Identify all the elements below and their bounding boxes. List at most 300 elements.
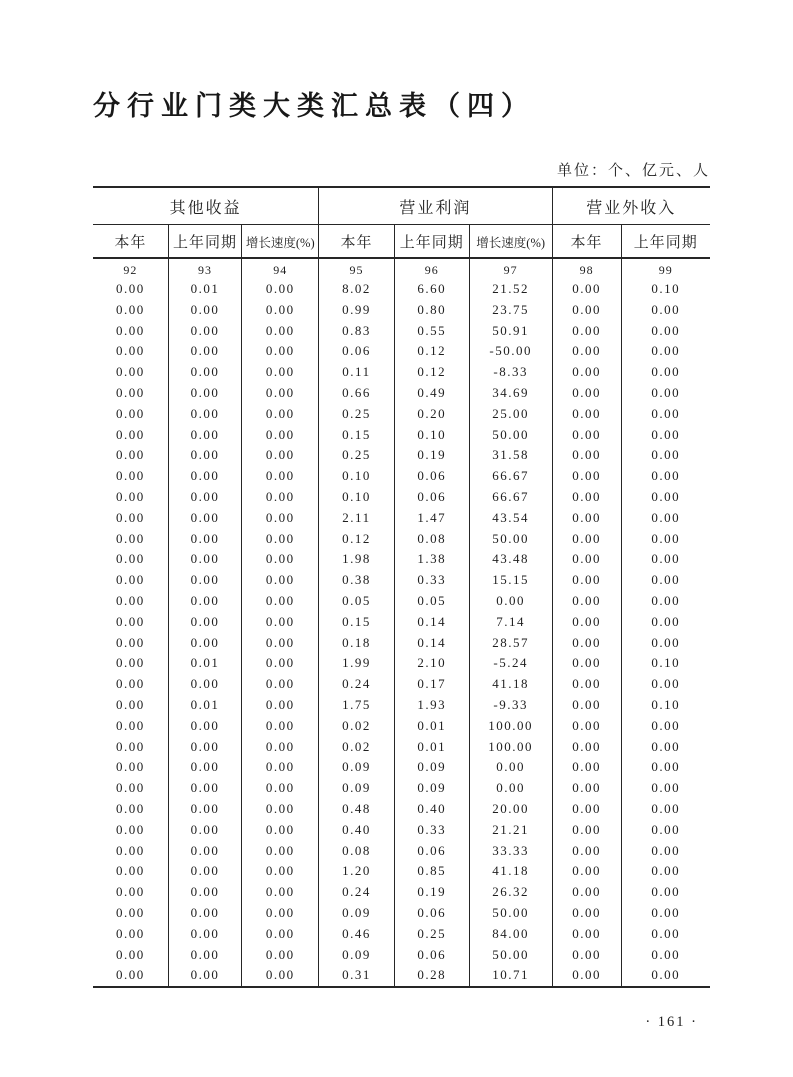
table-cell: 26.32	[469, 882, 552, 903]
table-cell: 0.00	[242, 404, 319, 425]
table-cell: 0.00	[242, 445, 319, 466]
table-cell: 0.00	[168, 841, 241, 862]
column-number-95: 95	[319, 258, 394, 279]
table-row	[93, 549, 710, 570]
table-cell: 0.00	[552, 612, 621, 633]
table-cell: 66.67	[469, 487, 552, 508]
table-cell: 20.00	[469, 799, 552, 820]
table-cell: 31.58	[469, 445, 552, 466]
table-cell: 0.00	[552, 653, 621, 674]
table-cell: 0.00	[651, 634, 681, 650]
table-cell: 0.00	[651, 863, 681, 879]
table-cell: 0.00	[168, 383, 241, 404]
table-cell: 0.00	[552, 799, 621, 820]
table-cell: 0.00	[552, 549, 621, 570]
table-cell: 0.19	[394, 882, 469, 903]
table-row	[93, 341, 710, 362]
table-row	[93, 300, 710, 321]
table-cell: 0.00	[651, 447, 681, 463]
table-cell: 0.40	[394, 799, 469, 820]
table-cell: 0.02	[319, 737, 394, 758]
column-header-2: 增长速度(%)	[242, 225, 319, 259]
table-cell: 0.01	[168, 653, 241, 674]
table-cell: 0.48	[319, 799, 394, 820]
table-cell: 0.09	[319, 945, 394, 966]
table-body	[93, 258, 710, 987]
table-cell: 0.00	[651, 884, 681, 900]
table-cell: 0.00	[168, 882, 241, 903]
column-header-3: 本年	[319, 225, 394, 259]
table-cell: 0.00	[552, 341, 621, 362]
table-cell: 0.00	[168, 633, 241, 654]
table-cell: 0.18	[319, 633, 394, 654]
table-cell: 0.00	[552, 362, 621, 383]
table-cell: 0.06	[394, 841, 469, 862]
table-cell: 0.00	[651, 676, 681, 692]
table-cell: 0.10	[319, 466, 394, 487]
table-cell: 0.00	[552, 383, 621, 404]
table-cell: 10.71	[469, 965, 552, 987]
table-cell: 0.00	[93, 737, 168, 758]
table-cell: 0.00	[552, 466, 621, 487]
table-cell: 0.00	[552, 570, 621, 591]
table-cell: 0.00	[93, 924, 168, 945]
table-row	[93, 737, 710, 758]
table-cell: 0.12	[394, 341, 469, 362]
table-cell: 0.00	[93, 341, 168, 362]
table-cell: 0.00	[552, 591, 621, 612]
table-cell: 0.00	[552, 321, 621, 342]
table-cell: 0.00	[242, 362, 319, 383]
table-cell: 28.57	[469, 633, 552, 654]
table-cell: 0.00	[242, 321, 319, 342]
column-number-93: 93	[168, 258, 241, 279]
column-header-6: 本年	[552, 225, 621, 259]
table-cell: 0.00	[93, 591, 168, 612]
table-cell: 0.00	[93, 321, 168, 342]
table-cell: 0.00	[651, 343, 681, 359]
table-cell: 1.93	[394, 695, 469, 716]
column-header-1: 上年同期	[168, 225, 241, 259]
table-cell: 0.09	[319, 778, 394, 799]
table-cell: 0.28	[394, 965, 469, 987]
table-cell: 0.00	[168, 466, 241, 487]
table-cell: 0.00	[552, 404, 621, 425]
table-cell: 0.01	[394, 716, 469, 737]
table-cell: 0.00	[168, 591, 241, 612]
table-cell: 0.49	[394, 383, 469, 404]
table-cell: 0.00	[168, 425, 241, 446]
table-cell: 0.00	[168, 612, 241, 633]
table-row	[93, 945, 710, 966]
table-cell: 0.00	[93, 508, 168, 529]
table-cell: 0.01	[394, 737, 469, 758]
table-cell: 0.00	[651, 301, 681, 317]
table-row	[93, 882, 710, 903]
table-cell: 0.00	[168, 487, 241, 508]
table-cell: 0.00	[552, 737, 621, 758]
table-cell: 0.00	[651, 738, 681, 754]
table-cell: 0.00	[93, 383, 168, 404]
table-row	[93, 757, 710, 778]
table-cell: 100.00	[469, 737, 552, 758]
table-cell: 0.00	[469, 757, 552, 778]
table-cell: 0.00	[93, 965, 168, 987]
table-cell: 0.09	[394, 757, 469, 778]
unit-note: 单位：个、亿元、人	[556, 163, 710, 179]
table-cell: 0.00	[651, 509, 681, 525]
table-cell: 0.06	[394, 945, 469, 966]
table-cell: 0.00	[651, 759, 681, 775]
column-header-0: 本年	[93, 225, 168, 259]
table-cell: 0.00	[168, 341, 241, 362]
table-cell: 0.10	[394, 425, 469, 446]
table-cell: 0.00	[552, 300, 621, 321]
table-cell: 0.09	[394, 778, 469, 799]
table-cell: 0.00	[168, 549, 241, 570]
table-cell: 43.54	[469, 508, 552, 529]
table-cell: 0.25	[394, 924, 469, 945]
table-cell: 0.00	[93, 612, 168, 633]
table-cell: 0.00	[552, 841, 621, 862]
table-cell: 0.00	[93, 841, 168, 862]
industry-summary-table	[93, 186, 710, 988]
page-content	[93, 0, 710, 988]
table-row	[93, 487, 710, 508]
table-cell: -50.00	[469, 341, 552, 362]
table-cell: 0.00	[168, 737, 241, 758]
table-cell: 0.46	[319, 924, 394, 945]
column-number-92: 92	[93, 258, 168, 279]
table-cell: 0.00	[93, 425, 168, 446]
table-cell: 50.00	[469, 425, 552, 446]
table-cell: 0.00	[552, 529, 621, 550]
table-cell: 50.00	[469, 945, 552, 966]
table-cell: 0.00	[552, 445, 621, 466]
table-cell: 0.09	[319, 757, 394, 778]
table-cell: 0.00	[651, 717, 681, 733]
table-cell: 0.00	[552, 425, 621, 446]
table-cell: 1.20	[319, 861, 394, 882]
table-cell: 0.10	[651, 655, 681, 671]
table-cell: 0.00	[93, 861, 168, 882]
table-cell: 0.00	[469, 591, 552, 612]
table-cell: 0.00	[552, 903, 621, 924]
table-cell: 0.00	[552, 487, 621, 508]
table-row	[93, 529, 710, 550]
table-cell: 0.00	[651, 364, 681, 380]
table-row	[93, 591, 710, 612]
table-cell: 0.00	[242, 945, 319, 966]
table-cell: -5.24	[469, 653, 552, 674]
table-cell: 0.00	[93, 300, 168, 321]
table-cell: 0.17	[394, 674, 469, 695]
table-row	[93, 425, 710, 446]
table-cell: 0.00	[552, 778, 621, 799]
table-cell: 0.06	[394, 466, 469, 487]
column-number-94: 94	[242, 258, 319, 279]
table-cell: 0.00	[93, 570, 168, 591]
table-cell: 0.10	[651, 281, 681, 296]
table-cell: 41.18	[469, 861, 552, 882]
table-cell: 0.00	[242, 695, 319, 716]
table-cell: 0.00	[93, 466, 168, 487]
table-cell: 0.06	[319, 341, 394, 362]
table-cell: 0.40	[319, 820, 394, 841]
table-row	[93, 404, 710, 425]
table-cell: 0.00	[242, 383, 319, 404]
table-cell: 0.00	[469, 778, 552, 799]
table-cell: 0.00	[93, 445, 168, 466]
table-cell: 0.00	[93, 778, 168, 799]
table-cell: 0.00	[93, 799, 168, 820]
column-header-4: 上年同期	[394, 225, 469, 259]
table-row	[93, 612, 710, 633]
table-cell: 0.00	[242, 300, 319, 321]
table-cell: 0.00	[242, 861, 319, 882]
table-cell: 0.08	[319, 841, 394, 862]
table-row	[93, 841, 710, 862]
table-cell: 0.00	[93, 903, 168, 924]
table-cell: 0.83	[319, 321, 394, 342]
column-number-96: 96	[394, 258, 469, 279]
table-cell: 0.00	[651, 967, 681, 983]
table-row	[93, 653, 710, 674]
table-cell: 0.00	[93, 633, 168, 654]
table-cell: 0.00	[168, 570, 241, 591]
table-cell: 0.00	[168, 529, 241, 550]
table-cell: 0.85	[394, 861, 469, 882]
table-cell: 0.00	[93, 695, 168, 716]
table-cell: 0.31	[319, 965, 394, 987]
column-number-97: 97	[469, 258, 552, 279]
table-cell: 15.15	[469, 570, 552, 591]
table-cell: 0.38	[319, 570, 394, 591]
table-cell: 0.14	[394, 633, 469, 654]
table-cell: 0.00	[168, 903, 241, 924]
table-cell: 41.18	[469, 674, 552, 695]
table-cell: 0.08	[394, 529, 469, 550]
table-cell: 0.00	[651, 322, 681, 338]
table-cell: 2.11	[319, 508, 394, 529]
group-header-1: 营业利润	[319, 187, 552, 225]
table-cell: 0.00	[242, 965, 319, 987]
page-number: · 161 ·	[645, 1014, 698, 1030]
table-cell: 50.91	[469, 321, 552, 342]
table-cell: 0.00	[242, 279, 319, 300]
table-cell: 0.00	[93, 945, 168, 966]
table-cell: 0.00	[651, 488, 681, 504]
table-cell: -8.33	[469, 362, 552, 383]
table-cell: 0.00	[651, 821, 681, 837]
table-cell: 0.15	[319, 425, 394, 446]
table-cell: 0.00	[93, 279, 168, 300]
table-cell: 0.00	[552, 757, 621, 778]
table-cell: 0.00	[93, 549, 168, 570]
table-cell: 0.00	[93, 362, 168, 383]
group-header-row	[93, 187, 710, 225]
table-cell: 0.00	[242, 487, 319, 508]
table-cell: 0.00	[168, 321, 241, 342]
table-cell: 0.00	[651, 613, 681, 629]
table-row	[93, 362, 710, 383]
table-cell: 0.00	[93, 716, 168, 737]
table-cell: 0.00	[242, 508, 319, 529]
table-cell: 0.00	[93, 529, 168, 550]
table-cell: 0.10	[651, 696, 681, 712]
table-cell: 0.00	[93, 487, 168, 508]
table-cell: 0.00	[552, 279, 621, 300]
table-cell: 0.00	[552, 633, 621, 654]
table-cell: 0.00	[242, 612, 319, 633]
table-cell: 0.00	[168, 674, 241, 695]
table-cell: 0.00	[242, 466, 319, 487]
table-cell: 1.99	[319, 653, 394, 674]
table-cell: 1.38	[394, 549, 469, 570]
table-cell: 0.09	[319, 903, 394, 924]
column-number-99: 99	[658, 263, 673, 277]
table-row	[93, 716, 710, 737]
table-cell: 1.98	[319, 549, 394, 570]
table-cell: 21.52	[469, 279, 552, 300]
table-row	[93, 445, 710, 466]
table-cell: 0.00	[242, 799, 319, 820]
table-cell: 0.00	[168, 799, 241, 820]
table-cell: 0.00	[552, 965, 621, 987]
table-cell: 0.00	[651, 842, 681, 858]
table-cell: 0.24	[319, 674, 394, 695]
table-cell: 0.00	[552, 820, 621, 841]
table-cell: 23.75	[469, 300, 552, 321]
table-cell: 0.00	[242, 591, 319, 612]
table-cell: 21.21	[469, 820, 552, 841]
table-cell: 0.00	[93, 882, 168, 903]
group-header-0: 其他收益	[93, 187, 319, 225]
table-cell: 0.00	[552, 882, 621, 903]
table-cell: 0.00	[168, 924, 241, 945]
table-cell: 0.19	[394, 445, 469, 466]
table-cell: 0.00	[651, 530, 681, 546]
table-cell: 0.00	[651, 468, 681, 484]
table-cell: 0.00	[93, 404, 168, 425]
table-cell: 0.00	[651, 800, 681, 816]
table-row	[93, 466, 710, 487]
table-cell: 0.00	[651, 946, 681, 962]
table-row	[93, 383, 710, 404]
column-number-98: 98	[552, 258, 621, 279]
table-cell: 0.00	[168, 820, 241, 841]
table-cell: 84.00	[469, 924, 552, 945]
table-cell: 0.00	[168, 300, 241, 321]
table-cell: 0.00	[242, 924, 319, 945]
table-row	[93, 965, 710, 987]
table-cell: 0.00	[242, 820, 319, 841]
table-cell: 1.75	[319, 695, 394, 716]
table-cell: 0.00	[93, 674, 168, 695]
table-cell: 0.00	[552, 695, 621, 716]
table-row	[93, 924, 710, 945]
table-cell: 0.01	[168, 695, 241, 716]
table-cell: 0.05	[394, 591, 469, 612]
column-header-7: 上年同期	[621, 225, 710, 259]
table-cell: 0.24	[319, 882, 394, 903]
table-cell: 0.00	[242, 653, 319, 674]
table-cell: 0.00	[93, 653, 168, 674]
table-cell: 0.66	[319, 383, 394, 404]
table-cell: 0.01	[168, 279, 241, 300]
column-number-row	[93, 258, 710, 279]
table-cell: 33.33	[469, 841, 552, 862]
table-row	[93, 633, 710, 654]
table-cell: 0.00	[168, 362, 241, 383]
table-row	[93, 820, 710, 841]
table-row	[93, 508, 710, 529]
table-cell: 0.00	[242, 841, 319, 862]
table-cell: 0.00	[552, 924, 621, 945]
table-cell: 43.48	[469, 549, 552, 570]
table-row	[93, 674, 710, 695]
table-cell: 0.33	[394, 820, 469, 841]
table-cell: 0.00	[242, 570, 319, 591]
table-cell: 0.00	[242, 549, 319, 570]
table-cell: 0.00	[651, 572, 681, 588]
table-cell: 0.55	[394, 321, 469, 342]
group-header-2: 营业外收入	[552, 187, 710, 225]
table-cell: 0.00	[552, 674, 621, 695]
table-cell: 0.00	[242, 529, 319, 550]
table-cell: 0.00	[242, 633, 319, 654]
table-cell: 0.00	[168, 861, 241, 882]
table-header	[93, 187, 710, 258]
table-row	[93, 778, 710, 799]
table-cell: 6.60	[394, 279, 469, 300]
table-cell: 1.47	[394, 508, 469, 529]
table-cell: 0.00	[651, 925, 681, 941]
table-cell: 25.00	[469, 404, 552, 425]
subheader-row	[93, 225, 710, 259]
table-row	[93, 903, 710, 924]
table-cell: 0.00	[168, 445, 241, 466]
table-cell: 0.06	[394, 903, 469, 924]
table-cell: -9.33	[469, 695, 552, 716]
table-cell: 0.00	[552, 861, 621, 882]
table-row	[93, 799, 710, 820]
table-cell: 0.00	[651, 384, 681, 400]
table-cell: 0.00	[168, 404, 241, 425]
table-cell: 0.00	[242, 778, 319, 799]
table-cell: 0.15	[319, 612, 394, 633]
table-cell: 0.00	[93, 757, 168, 778]
table-cell: 0.20	[394, 404, 469, 425]
table-cell: 66.67	[469, 466, 552, 487]
table-cell: 50.00	[469, 903, 552, 924]
table-cell: 0.00	[651, 904, 681, 920]
table-cell: 0.00	[651, 592, 681, 608]
table-cell: 7.14	[469, 612, 552, 633]
table-cell: 0.12	[319, 529, 394, 550]
page-title: 分行业门类大类汇总表（四）	[93, 91, 535, 121]
table-row	[93, 861, 710, 882]
table-cell: 0.00	[651, 780, 681, 796]
table-cell: 2.10	[394, 653, 469, 674]
table-cell: 0.05	[319, 591, 394, 612]
table-cell: 0.99	[319, 300, 394, 321]
table-cell: 0.00	[242, 716, 319, 737]
table-cell: 0.25	[319, 445, 394, 466]
column-header-5: 增长速度(%)	[469, 225, 552, 259]
table-row	[93, 570, 710, 591]
table-cell: 0.14	[394, 612, 469, 633]
